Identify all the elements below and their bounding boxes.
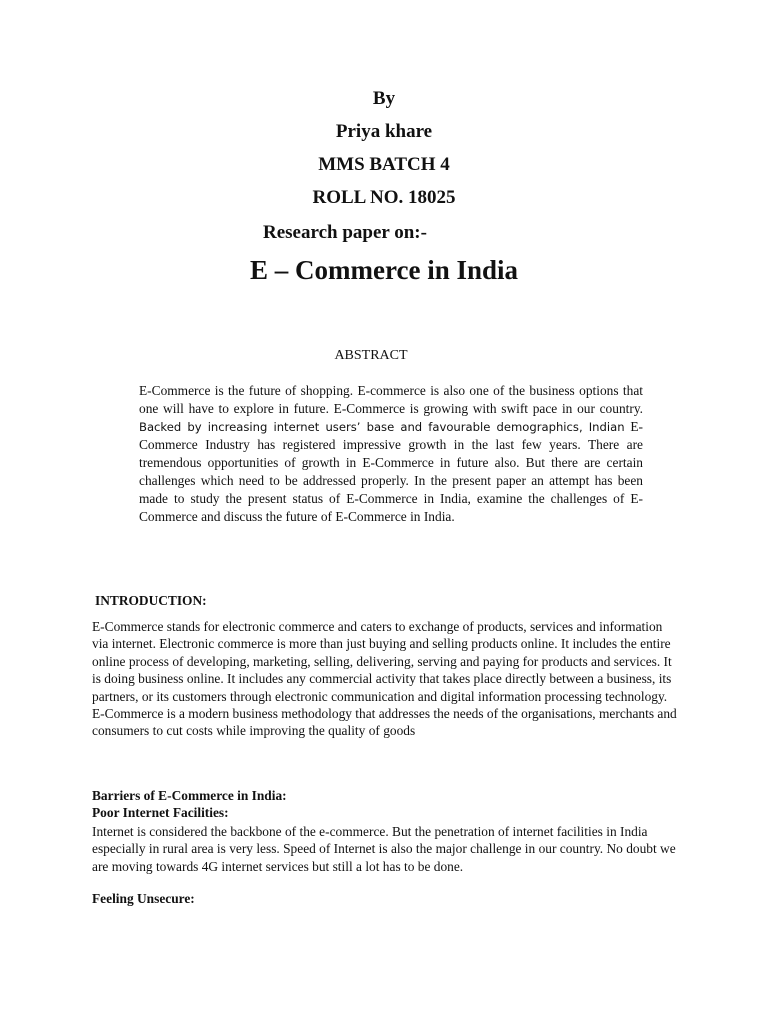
author-name: Priya khare <box>335 121 433 142</box>
introduction-heading: INTRODUCTION: <box>95 593 207 608</box>
abstract-text-part3: E-Commerce Industry has registered impressive growth in the last few years. There are tremendous opportunities of growth in E-Commerce in future also. But there are certain challenges which need to be addressed properly. In the present paper an attempt has been made to study the present status of E-Commerce in India, examine the challenges of E-Commerce and discuss the future of E-Commerce in India. <box>139 418 643 524</box>
roll-number: ROLL NO. 18025 <box>312 187 456 208</box>
abstract-heading: ABSTRACT <box>334 348 408 363</box>
poor-internet-heading: Poor Internet Facilities: <box>92 805 229 820</box>
barriers-heading: Barriers of E-Commerce in India: <box>92 788 287 803</box>
author-batch: MMS BATCH 4 <box>318 154 450 175</box>
abstract-text-part1: E-Commerce is the future of shopping. E-commerce is also one of the business options that one will have to explore in future. E-Commerce is growing with swift pace in our country. <box>139 383 643 416</box>
abstract-text <box>139 382 643 525</box>
abstract-text-part2: Backed by increasing internet users’ base and favourable demographics, Indian <box>139 419 625 434</box>
research-paper-label: Research paper on:- <box>263 222 427 243</box>
feeling-unsecure-heading: Feeling Unsecure: <box>92 891 195 906</box>
paper-title: E – Commerce in India <box>250 255 518 285</box>
byline-by: By <box>372 88 396 109</box>
introduction-text: E-Commerce stands for electronic commerce and caters to exchange of products, services and information via internet. Electronic commerce is more than just buying and selling products online. It includes the entire online process of developing, marketing, selling, delivering, serving and paying for products and services. It is doing business online. It includes any commercial activity that takes place directly between a business, its partners, or its customers through electronic communication and digital information processing technology. E-Commerce is a modern business methodology that addresses the needs of the organisations, merchants and consumers to cut costs while improving the quality of goods <box>92 619 677 739</box>
poor-internet-text: Internet is considered the backbone of the e-commerce. But the penetration of internet facilities in India especially in rural area is very less. Speed of Internet is also the major challenge in our country. No doubt we are moving towards 4G internet services but still a lot has to be done. <box>92 824 676 874</box>
